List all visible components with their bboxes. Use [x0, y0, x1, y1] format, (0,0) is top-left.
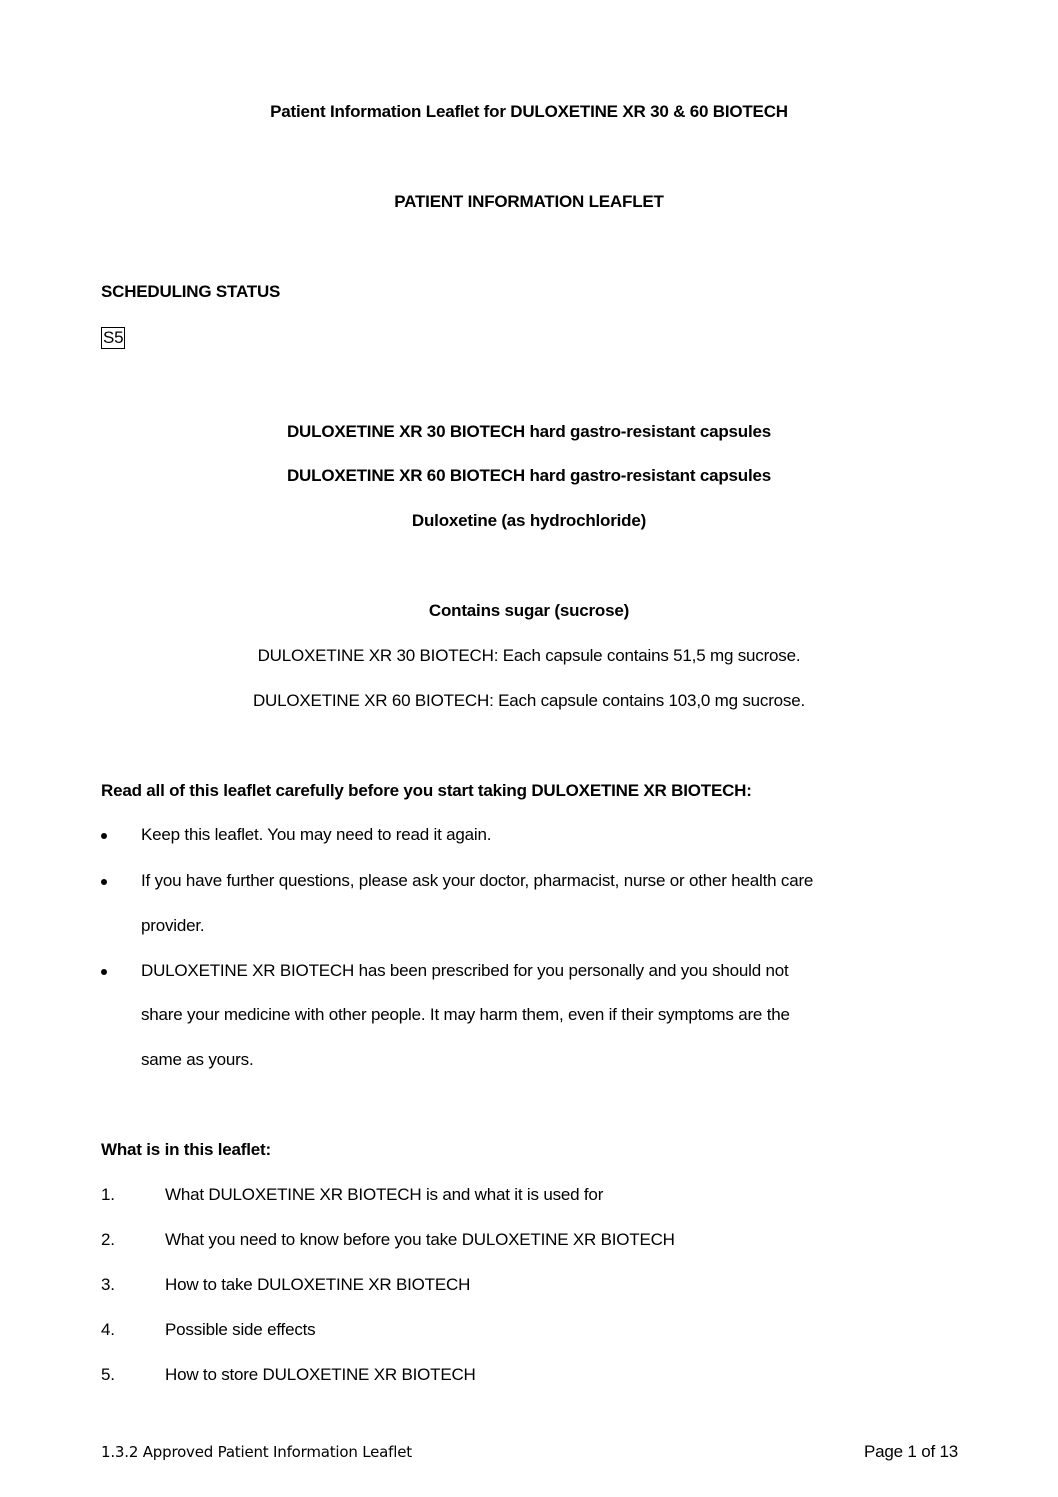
bullet-text: If you have further questions, please ask your doctor, pharmacist, nurse or other health care	[141, 871, 814, 890]
sugar-line-30: DULOXETINE XR 30 BIOTECH: Each capsule contains 51,5 mg sucrose.	[257, 646, 801, 665]
sugar-heading: Contains sugar (sucrose)	[428, 601, 630, 620]
scheduling-heading: SCHEDULING STATUS	[101, 282, 281, 301]
footer-document-label: 1.3.2 Approved Patient Information Leaflet	[101, 1443, 412, 1461]
contents-item-number: 5.	[101, 1365, 115, 1384]
contents-item-text: What you need to know before you take DULOXETINE XR BIOTECH	[165, 1230, 675, 1249]
read-all-heading: Read all of this leaflet carefully before you start taking DULOXETINE XR BIOTECH:	[101, 781, 752, 800]
bullet-text-continued: provider.	[141, 916, 205, 935]
contents-item-number: 2.	[101, 1230, 115, 1249]
contents-item-text: Possible side effects	[165, 1320, 316, 1339]
bullet-text: DULOXETINE XR BIOTECH has been prescribed for you personally and you should not	[141, 961, 789, 980]
scheduling-status-badge: S5	[103, 328, 124, 347]
leaflet-heading: PATIENT INFORMATION LEAFLET	[394, 192, 664, 211]
contents-item-number: 4.	[101, 1320, 115, 1339]
footer-page-number: Page 1 of 13	[863, 1442, 958, 1461]
product-name-30: DULOXETINE XR 30 BIOTECH hard gastro-resistant capsules	[286, 422, 771, 441]
document-title: Patient Information Leaflet for DULOXETINE XR 30 & 60 BIOTECH	[270, 102, 788, 121]
product-name-60: DULOXETINE XR 60 BIOTECH hard gastro-resistant capsules	[286, 466, 771, 485]
bullet-dot	[101, 879, 107, 885]
contents-heading: What is in this leaflet:	[101, 1140, 271, 1159]
contents-item-text: How to store DULOXETINE XR BIOTECH	[165, 1365, 476, 1384]
bullet-dot	[101, 833, 107, 839]
bullet-text: Keep this leaflet. You may need to read it again.	[141, 825, 492, 844]
contents-item-text: How to take DULOXETINE XR BIOTECH	[165, 1275, 471, 1294]
sugar-line-60: DULOXETINE XR 60 BIOTECH: Each capsule contains 103,0 mg sucrose.	[252, 691, 806, 710]
active-ingredient: Duloxetine (as hydrochloride)	[411, 511, 647, 530]
contents-item-number: 3.	[101, 1275, 115, 1294]
contents-item-text: What DULOXETINE XR BIOTECH is and what it is used for	[165, 1185, 604, 1204]
bullet-dot	[101, 969, 107, 975]
contents-item-number: 1.	[101, 1185, 115, 1204]
bullet-text-continued: share your medicine with other people. It may harm them, even if their symptoms are the	[141, 1005, 790, 1024]
bullet-text-continued: same as yours.	[141, 1050, 254, 1069]
